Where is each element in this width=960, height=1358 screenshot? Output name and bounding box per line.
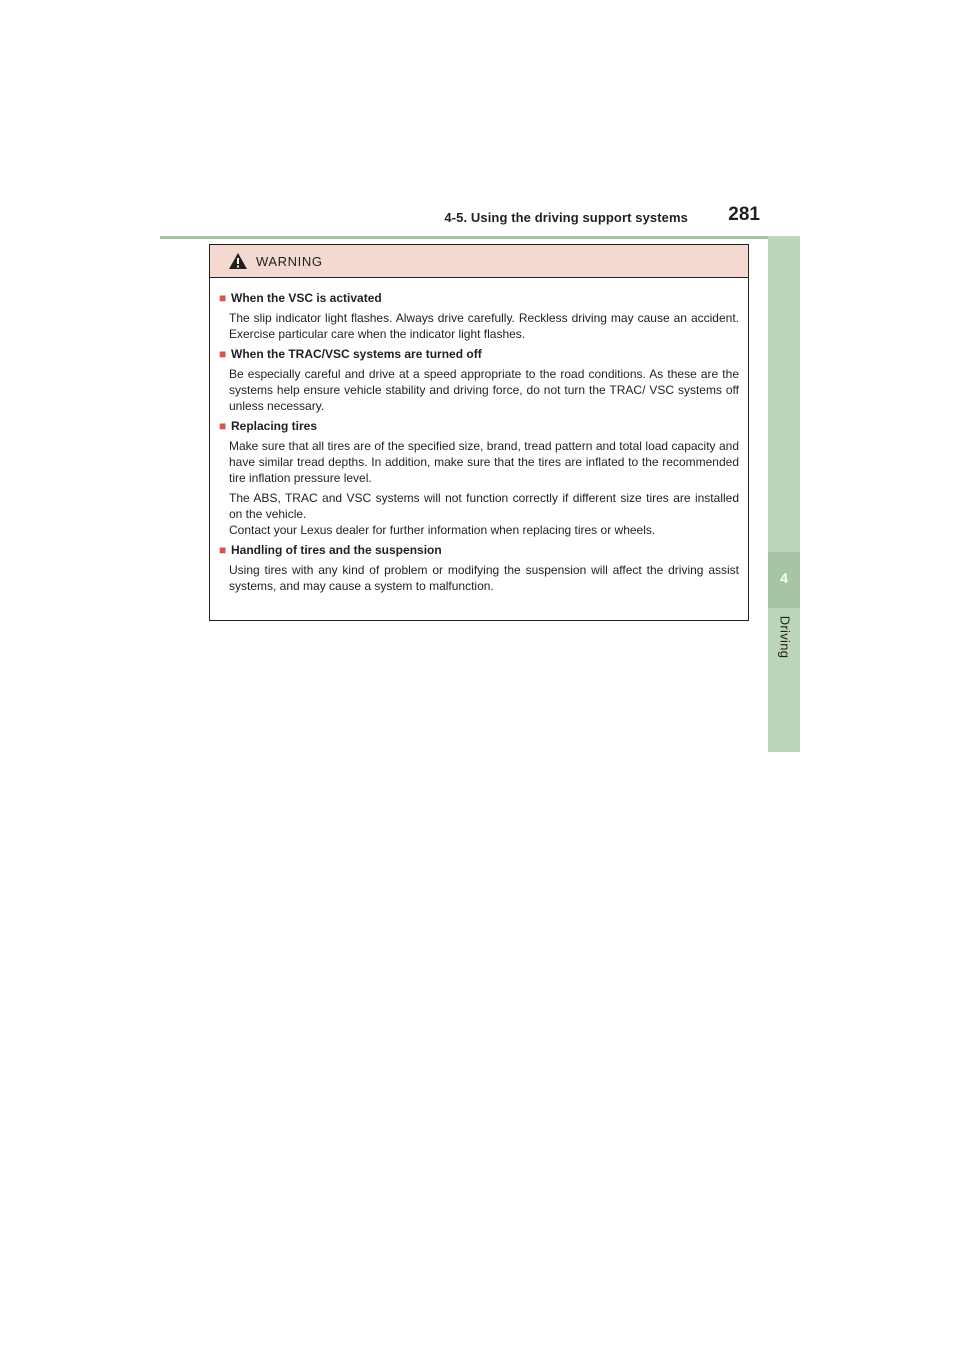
warning-item bbox=[219, 542, 739, 594]
page-header bbox=[160, 200, 800, 239]
item-heading-text: Handling of tires and the suspension bbox=[231, 543, 442, 557]
section-title: 4-5. Using the driving support systems bbox=[444, 210, 688, 225]
warning-triangle-icon bbox=[228, 252, 248, 270]
item-heading bbox=[219, 290, 739, 307]
item-heading-text: When the TRAC/VSC systems are turned off bbox=[231, 347, 482, 361]
item-heading bbox=[219, 542, 739, 559]
chapter-label: Driving bbox=[777, 615, 793, 659]
square-bullet-icon: ■ bbox=[219, 347, 227, 361]
chapter-number: 4 bbox=[780, 570, 788, 586]
square-bullet-icon: ■ bbox=[219, 291, 227, 305]
warning-header bbox=[210, 245, 748, 278]
item-paragraph: The ABS, TRAC and VSC systems will not function correctly if different size tires are installed on the vehicle. bbox=[229, 491, 739, 521]
warning-title: WARNING bbox=[256, 254, 323, 269]
item-heading bbox=[219, 418, 739, 435]
item-paragraph: Make sure that all tires are of the specified size, brand, tread pattern and total load capacity and have similar tread depths. In addition, make sure that the tires are inflated to the recommended tire inflation pressure level. bbox=[229, 439, 739, 485]
page-number: 281 bbox=[728, 204, 760, 225]
chapter-label-wrap bbox=[770, 592, 800, 682]
warning-item bbox=[219, 418, 739, 538]
warning-box bbox=[209, 244, 749, 621]
square-bullet-icon: ■ bbox=[219, 543, 227, 557]
item-paragraph: Contact your Lexus dealer for further information when replacing tires or wheels. bbox=[229, 523, 656, 537]
item-paragraph: Using tires with any kind of problem or modifying the suspension will affect the driving assist systems, and may cause a system to malfunction. bbox=[229, 563, 739, 593]
item-paragraph: Be especially careful and drive at a speed appropriate to the road conditions. As these are the systems help ensure vehicle stability and driving force, do not turn the TRAC/ VSC systems off unless necessary. bbox=[229, 367, 739, 413]
item-paragraph: The slip indicator light flashes. Always drive carefully. Reckless driving may cause an accident. Exercise particular care when the indicator light flashes. bbox=[229, 311, 739, 341]
square-bullet-icon: ■ bbox=[219, 419, 227, 433]
item-heading-text: Replacing tires bbox=[231, 419, 318, 433]
warning-item bbox=[219, 346, 739, 414]
warning-body bbox=[210, 278, 748, 594]
item-heading-text: When the VSC is activated bbox=[231, 291, 382, 305]
warning-item bbox=[219, 290, 739, 342]
item-heading bbox=[219, 346, 739, 363]
